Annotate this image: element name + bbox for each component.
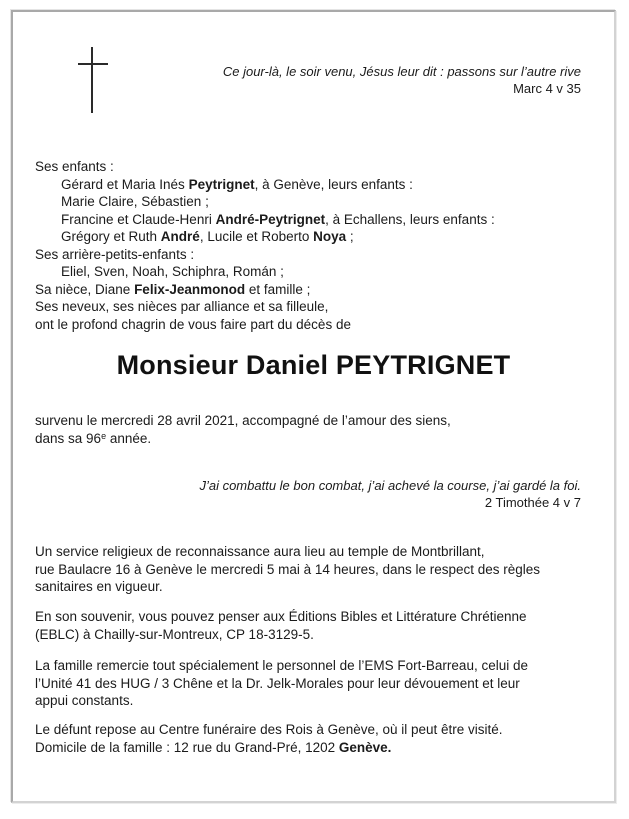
text-line: rue Baulacre 16 à Genève le mercredi 5 mai à 14 heures, dans le respect des règles: [35, 561, 541, 577]
text-line: appui constants.: [35, 693, 134, 708]
text-line: Ses enfants :: [35, 159, 114, 174]
text-line: Ses arrière-petits-enfants :: [35, 246, 195, 262]
text-line: Marie Claire, Sébastien ;: [61, 194, 209, 209]
deceased-name-title: Monsieur Daniel PEYTRIGNET: [116, 350, 511, 380]
text-line: ont le profond chagrin de vous faire part du décès de: [35, 316, 351, 332]
cross-horizontal-bar: [78, 63, 108, 65]
donation-paragraph: [35, 608, 592, 643]
text-line: Ses neveux, ses nièces par alliance et sa filleule,: [35, 299, 329, 314]
text-line: Gérard et Maria Inés Peytrignet, à Genève, leurs enfants :: [61, 176, 413, 192]
scripture-quote-top: [223, 63, 581, 97]
quote-top-reference: Marc 4 v 35: [513, 81, 581, 96]
text-line: La famille remercie tout spécialement le personnel de l’EMS Fort-Barreau, celui de: [35, 658, 528, 673]
quote-bottom-reference: 2 Timothée 4 v 7: [484, 495, 581, 510]
text-line: Le défunt repose au Centre funéraire des Rois à Genève, où il peut être visité.: [35, 722, 503, 737]
text-line: (EBLC) à Chailly-sur-Montreux, CP 18-3129-5.: [35, 626, 314, 642]
text-line: En son souvenir, vous pouvez penser aux Éditions Bibles et Littérature Chrétienne: [35, 609, 527, 624]
obituary-card: [11, 10, 616, 803]
thanks-paragraph: [35, 657, 592, 710]
repose-address-paragraph: [35, 721, 592, 756]
death-details-paragraph: [35, 412, 592, 449]
text-line: dans sa 96e année.: [35, 430, 152, 446]
text-line: Grégory et Ruth André, Lucile et Roberto Noya ;: [61, 229, 354, 244]
text-line: Domicile de la famille : 12 rue du Grand-Pré, 1202 Genève.: [35, 739, 392, 755]
scripture-quote-bottom: [199, 477, 581, 511]
text-line: Eliel, Sven, Noah, Schiphra, Román ;: [61, 264, 284, 279]
quote-top-text: Ce jour-là, le soir venu, Jésus leur dit : passons sur l’autre rive: [222, 64, 581, 79]
service-paragraph: [35, 543, 592, 596]
text-line: survenu le mercredi 28 avril 2021, accompagné de l’amour des siens,: [35, 413, 451, 428]
family-announcement-list: [35, 158, 592, 333]
text-line: Un service religieux de reconnaissance aura lieu au temple de Montbrillant,: [35, 544, 485, 559]
cross-vertical-bar: [91, 47, 93, 113]
text-line: Francine et Claude-Henri André-Peytrignet, à Echallens, leurs enfants :: [61, 211, 495, 227]
text-line: l’Unité 41 des HUG / 3 Chêne et la Dr. Jelk-Morales pour leur dévouement et leur: [35, 675, 520, 691]
text-line: Sa nièce, Diane Felix-Jeanmonod et famille ;: [35, 281, 311, 297]
quote-bottom-text: J’ai combattu le bon combat, j’ai achevé la course, j’ai gardé la foi.: [199, 478, 581, 493]
text-line: sanitaires en vigueur.: [35, 579, 163, 594]
